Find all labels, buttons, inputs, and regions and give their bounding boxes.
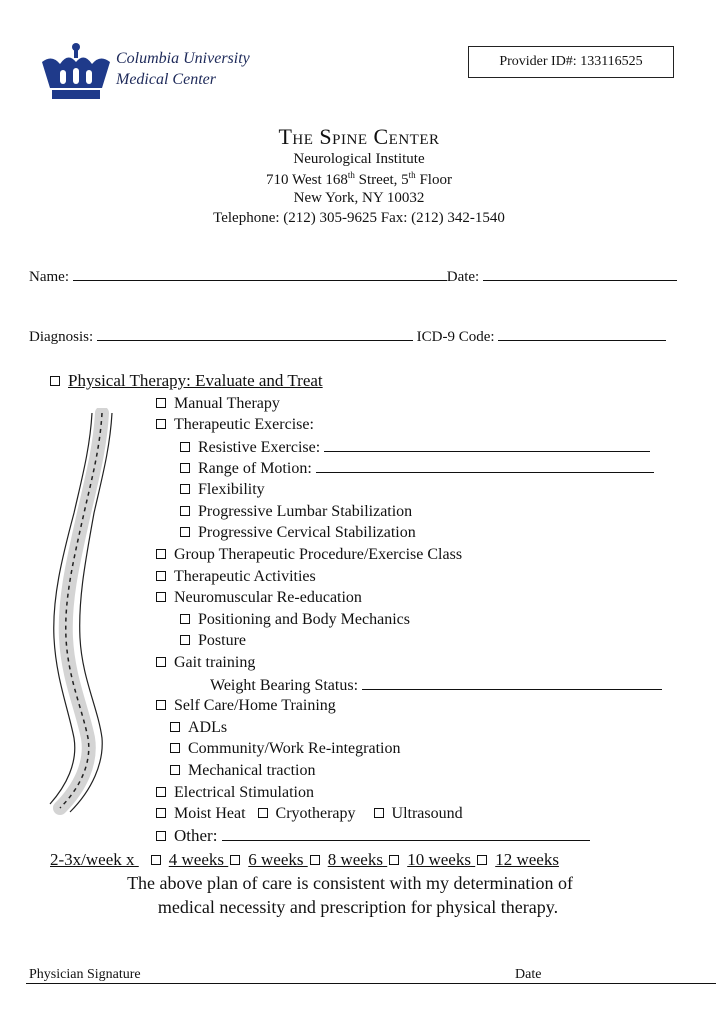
weight-bearing-label: Weight Bearing Status: (210, 677, 359, 694)
checkbox[interactable] (180, 442, 190, 452)
checkbox[interactable] (180, 635, 190, 645)
diagnosis-row (29, 326, 666, 346)
option-label: Flexibility (198, 481, 265, 498)
diagnosis-label: Diagnosis: (29, 329, 94, 345)
resistive-input-line[interactable] (324, 437, 650, 452)
label-6-weeks: 6 weeks (248, 850, 304, 869)
option-label: Community/Work Re-integration (188, 740, 401, 757)
option-group-therapeutic[interactable] (156, 545, 462, 565)
checkbox[interactable] (170, 743, 180, 753)
option-manual-therapy[interactable] (156, 394, 280, 414)
name-input-line[interactable] (73, 266, 447, 281)
option-posture[interactable] (180, 631, 246, 651)
option-label: Resistive Exercise: (198, 439, 321, 456)
page-title: The Spine Center (278, 124, 440, 149)
moist-heat-label: Moist Heat (174, 805, 246, 822)
option-other[interactable] (156, 826, 590, 846)
name-date-row (29, 266, 677, 286)
option-label: Therapeutic Activities (174, 568, 316, 585)
frequency-prefix: 2-3x/week x (50, 850, 135, 869)
option-resistive-exercise[interactable] (180, 437, 650, 458)
signature-line[interactable] (26, 983, 716, 984)
checkbox[interactable] (170, 765, 180, 775)
phone-fax: Telephone: (212) 305-9625 Fax: (212) 342-1540 (213, 210, 505, 226)
option-label: ADLs (188, 719, 228, 736)
checkbox[interactable] (180, 463, 190, 473)
option-range-of-motion[interactable] (180, 458, 654, 479)
checkbox[interactable] (156, 398, 166, 408)
icd-label: ICD-9 Code: (416, 329, 495, 345)
option-label: Gait training (174, 654, 256, 671)
option-label: Progressive Cervical Stabilization (198, 524, 416, 541)
option-mechanical-traction[interactable] (170, 761, 316, 781)
checkbox[interactable] (156, 571, 166, 581)
checkbox[interactable] (156, 787, 166, 797)
option-label: Neuromuscular Re-education (174, 589, 362, 606)
logo-text (116, 48, 250, 90)
checkbox-moist-heat[interactable] (156, 808, 166, 818)
logo-line1: Columbia University (116, 50, 250, 67)
signature-date-label: Date (515, 967, 542, 982)
checkbox[interactable] (156, 700, 166, 710)
label-4-weeks: 4 weeks (168, 850, 224, 869)
option-label: Mechanical traction (188, 762, 316, 779)
checkbox[interactable] (170, 722, 180, 732)
checkbox-ultrasound[interactable] (374, 808, 384, 818)
option-therapeutic-exercise[interactable] (156, 415, 314, 435)
modalities-row (156, 804, 463, 824)
option-label: Other: (174, 826, 218, 845)
option-neuromuscular[interactable] (156, 588, 362, 608)
checkbox[interactable] (180, 614, 190, 624)
checkbox-8-weeks[interactable] (310, 855, 320, 865)
checkbox[interactable] (156, 549, 166, 559)
diagnosis-input-line[interactable] (97, 326, 413, 341)
rom-input-line[interactable] (316, 458, 654, 473)
checkbox[interactable] (156, 592, 166, 602)
option-gait-training[interactable] (156, 653, 255, 673)
option-label: Range of Motion: (198, 460, 312, 477)
cryotherapy-label: Cryotherapy (275, 805, 356, 822)
name-label: Name: (29, 269, 69, 285)
weight-bearing-input-line[interactable] (362, 675, 662, 690)
statement-line2: medical necessity and prescription for physical therapy. (157, 897, 559, 917)
option-flexibility[interactable] (180, 480, 265, 500)
provider-id-box: Provider ID#: 133116525 (468, 46, 674, 78)
icd-input-line[interactable] (498, 326, 666, 341)
option-self-care[interactable] (156, 696, 336, 716)
spine-illustration (40, 408, 130, 818)
option-label: Positioning and Body Mechanics (198, 611, 410, 628)
checkbox[interactable] (180, 506, 190, 516)
checkbox-4-weeks[interactable] (151, 855, 161, 865)
crown-logo-icon (38, 40, 114, 104)
checkbox-12-weeks[interactable] (477, 855, 487, 865)
checkbox[interactable] (180, 527, 190, 537)
checkbox[interactable] (50, 376, 60, 386)
institute: Neurological Institute (293, 151, 425, 167)
option-cervical-stabilization[interactable] (180, 523, 416, 543)
other-input-line[interactable] (222, 826, 590, 841)
checkbox[interactable] (156, 657, 166, 667)
label-12-weeks: 12 weeks (495, 850, 559, 869)
option-lumbar-stabilization[interactable] (180, 502, 412, 522)
option-label: Posture (198, 632, 246, 649)
checkbox[interactable] (156, 419, 166, 429)
option-positioning[interactable] (180, 610, 410, 630)
option-electrical-stimulation[interactable] (156, 783, 314, 803)
weight-bearing-row (210, 675, 662, 696)
ultrasound-label: Ultrasound (391, 805, 463, 822)
option-label: Self Care/Home Training (174, 697, 336, 714)
checkbox-6-weeks[interactable] (230, 855, 240, 865)
checkbox[interactable] (156, 831, 166, 841)
label-10-weeks: 10 weeks (407, 850, 471, 869)
option-community[interactable] (170, 739, 400, 759)
physician-signature-label: Physician Signature (29, 967, 141, 982)
pt-evaluate-treat[interactable] (50, 371, 323, 391)
address-line1: 710 West 168th Street, 5th Floor (266, 170, 452, 188)
label-8-weeks: 8 weeks (327, 850, 383, 869)
option-label: Manual Therapy (174, 395, 280, 412)
option-adls[interactable] (170, 718, 227, 738)
option-label: Therapeutic Exercise: (174, 416, 314, 433)
logo-line2: Medical Center (116, 71, 216, 88)
option-label: Electrical Stimulation (174, 784, 314, 801)
option-therapeutic-activities[interactable] (156, 567, 316, 587)
statement-line1: The above plan of care is consistent with my determination of (127, 873, 573, 893)
checkbox-10-weeks[interactable] (389, 855, 399, 865)
option-label: Group Therapeutic Procedure/Exercise Class (174, 546, 463, 563)
option-label: Progressive Lumbar Stabilization (198, 503, 413, 520)
address-line2: New York, NY 10032 (293, 190, 425, 206)
date-input-line[interactable] (483, 266, 677, 281)
date-label: Date: (446, 269, 480, 285)
checkbox-cryotherapy[interactable] (258, 808, 268, 818)
frequency-row (50, 850, 559, 870)
checkbox[interactable] (180, 484, 190, 494)
pt-title-label: Physical Therapy: Evaluate and Treat (68, 371, 323, 390)
